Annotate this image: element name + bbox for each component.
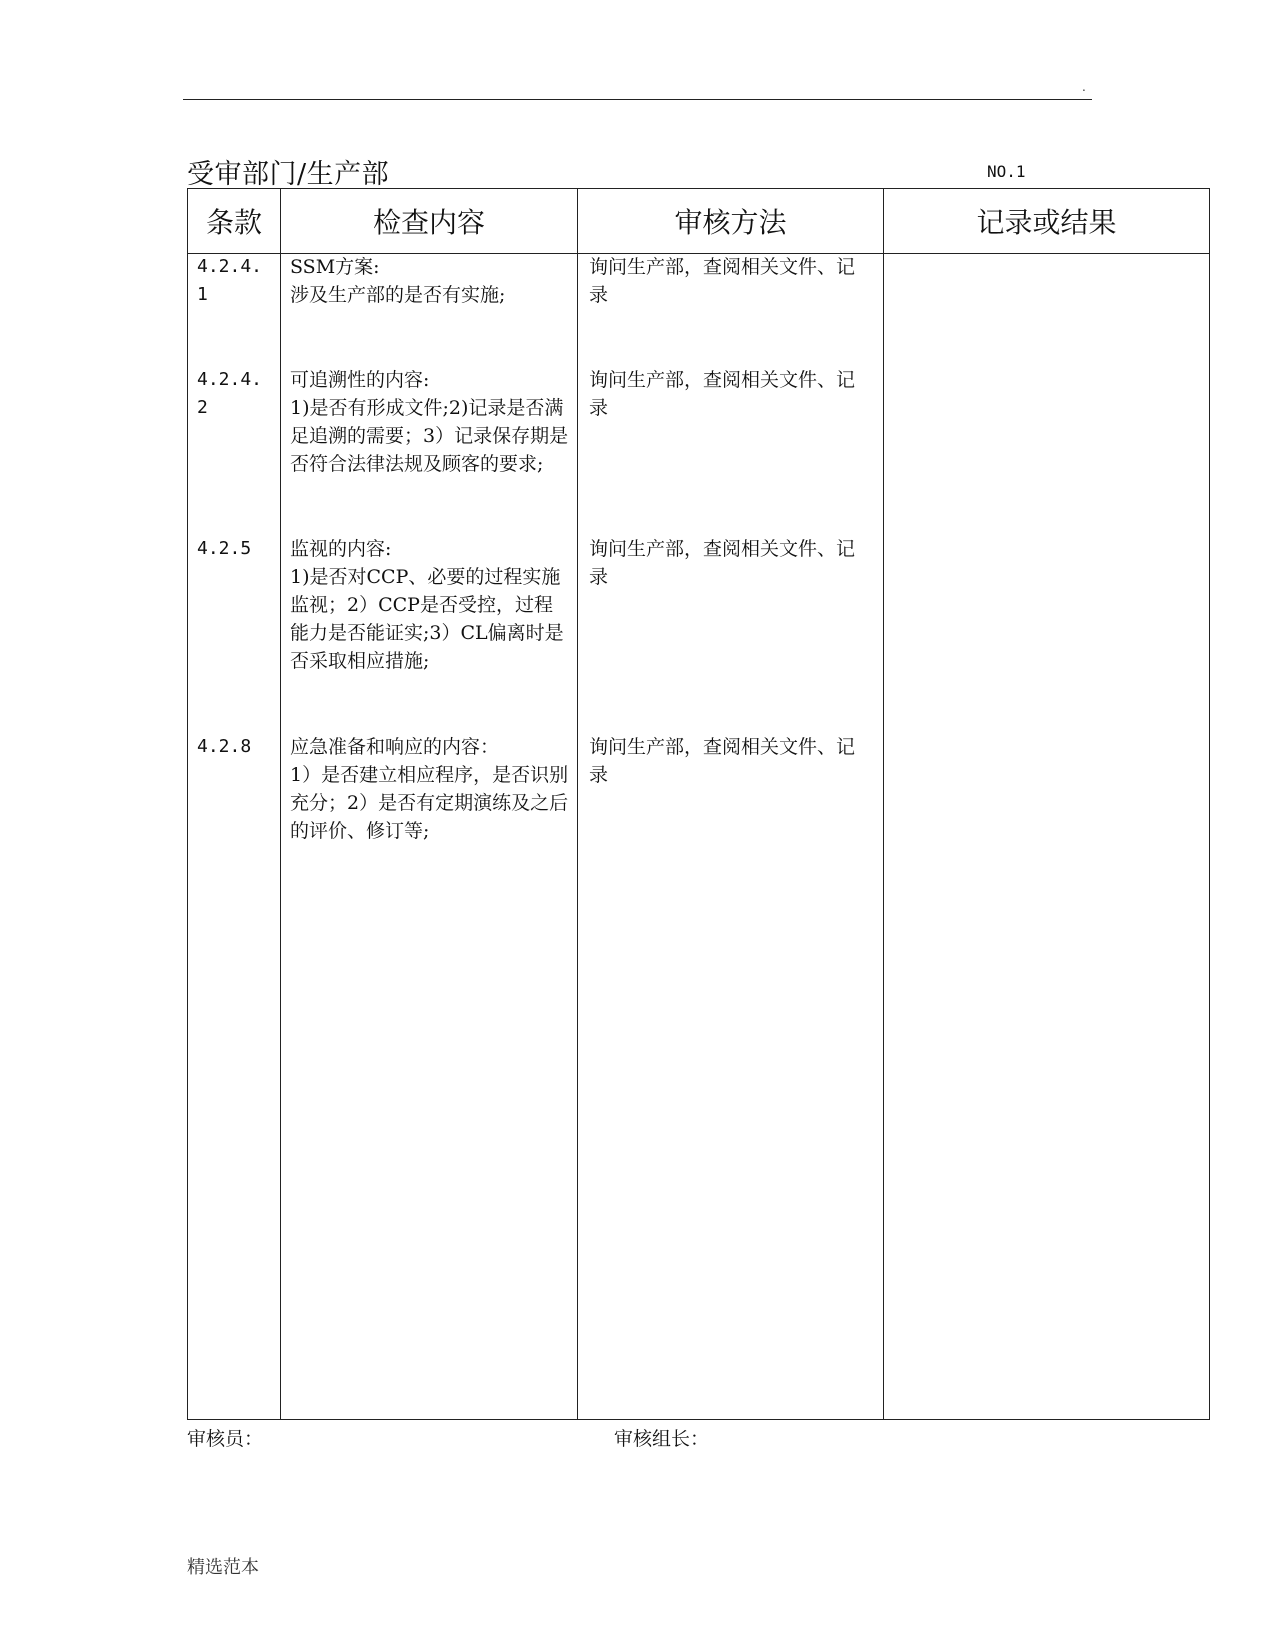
- row-2-method: 询问生产部，查阅相关文件、记录: [589, 369, 856, 419]
- method-column-cell: [578, 254, 884, 1420]
- column-header-clause: 条款: [188, 189, 281, 254]
- row-3-clause: 4.2.5: [197, 538, 252, 559]
- document-number: NO.1: [987, 162, 1026, 181]
- clause-column-cell: [188, 254, 281, 1420]
- header-rule: [183, 99, 1092, 100]
- row-1-clause: 4.2.4.1: [197, 256, 263, 305]
- auditor-signature-label: 审核员：: [187, 1428, 264, 1450]
- result-column-cell: [884, 254, 1210, 1420]
- row-2-content: 可追溯性的内容: 1)是否有形成文件;2)记录是否满足追溯的需要；3）记录保存期是否符合法律法规及顾客的要求;: [290, 369, 569, 475]
- column-header-content: 检查内容: [281, 189, 578, 254]
- page-footer-text: 精选范本: [187, 1557, 259, 1578]
- row-4-content: 应急准备和响应的内容： 1）是否建立相应程序，是否识别充分；2）是否有定期演练及之后的评价、修订等;: [290, 736, 569, 842]
- lead-auditor-signature-label: 审核组长：: [614, 1428, 710, 1450]
- row-1-method: 询问生产部，查阅相关文件、记录: [589, 256, 856, 306]
- page-mark: .: [1082, 80, 1086, 94]
- table-header-row: [188, 189, 1210, 254]
- row-3-method: 询问生产部，查阅相关文件、记录: [589, 538, 856, 588]
- column-header-result: 记录或结果: [884, 189, 1210, 254]
- row-2-clause: 4.2.4.2: [197, 369, 263, 418]
- row-3-content: 监视的内容: 1)是否对CCP、必要的过程实施监视；2）CCP是否受控，过程能力是否能证实;3）CL偏离时是否采取相应措施;: [290, 538, 564, 672]
- row-1-content: SSM方案: 涉及生产部的是否有实施;: [290, 256, 506, 306]
- row-4-method: 询问生产部，查阅相关文件、记录: [589, 736, 856, 786]
- department-title: 受审部门/生产部: [187, 159, 390, 190]
- column-header-method: 审核方法: [578, 189, 884, 254]
- row-4-clause: 4.2.8: [197, 736, 252, 757]
